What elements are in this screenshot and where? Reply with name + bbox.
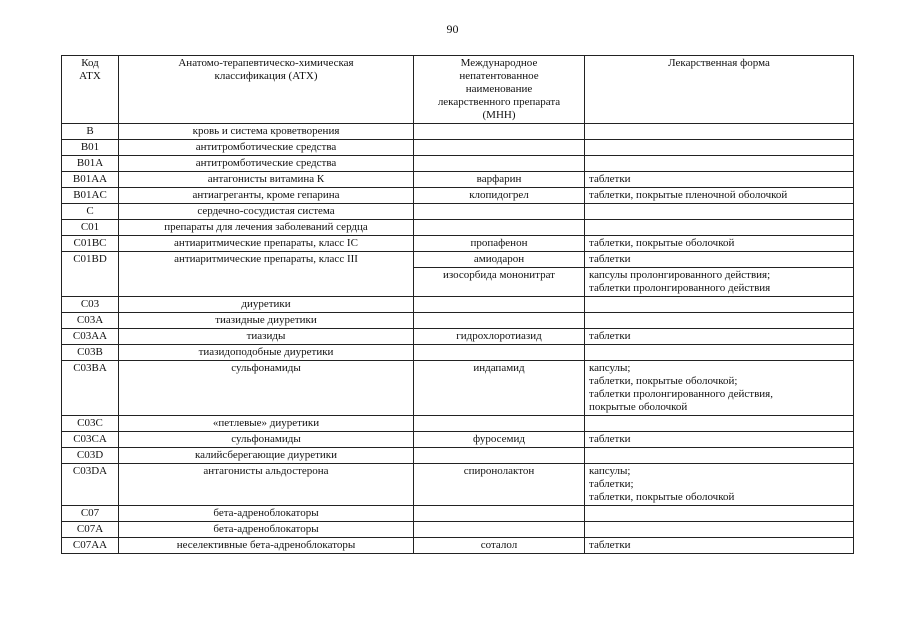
dosage-form-line: капсулы пролонгированного действия; [589,269,771,281]
inn-cell [414,124,585,140]
dosage-form-line: таблетки, покрытые оболочкой; [589,375,738,387]
atx-classification-cell: тиазиды [119,329,414,345]
header-form-line: Лекарственная форма [668,57,770,69]
atx-classification-cell: сульфонамиды [119,432,414,448]
page-number: 90 [446,22,459,36]
atx-code-cell: C03AA [62,329,119,345]
dosage-form-cell [585,236,854,252]
inn-cell [414,220,585,236]
table-row [62,464,854,506]
dosage-form-cell [585,124,854,140]
table-row [62,361,854,416]
inn-cell: клопидогрел [414,188,585,204]
dosage-form-line: таблетки [589,539,631,551]
inn-cell [414,448,585,464]
dosage-form-line: таблетки пролонгированного действия, [589,388,773,400]
atx-code-cell: C01BC [62,236,119,252]
dosage-form-line: таблетки [589,173,631,185]
dosage-form-cell [585,297,854,313]
inn-cell [414,506,585,522]
inn-cell [414,345,585,361]
inn-cell [414,140,585,156]
atx-code-cell: C03A [62,313,119,329]
atx-classification-cell: тиазидные диуретики [119,313,414,329]
table-row [62,252,854,268]
inn-cell: спиронолактон [414,464,585,506]
atx-classification-cell: препараты для лечения заболеваний сердца [119,220,414,236]
dosage-form-cell [585,188,854,204]
header-inn-line: Международное [460,57,538,69]
atx-code-cell: C07 [62,506,119,522]
table-row [62,124,854,140]
table-row [62,156,854,172]
atx-classification-cell: неселективные бета-адреноблокаторы [119,538,414,554]
header-code-line: АТХ [79,70,101,82]
atx-code-cell: B01AA [62,172,119,188]
dosage-form-cell [585,416,854,432]
header-form [585,56,854,124]
table-row [62,172,854,188]
dosage-form-line: таблетки, покрытые оболочкой [589,237,735,249]
atx-classification-cell: антитромботические средства [119,156,414,172]
dosage-form-cell [585,538,854,554]
atx-classification-cell: бета-адреноблокаторы [119,506,414,522]
table-row [62,416,854,432]
inn-cell: индапамид [414,361,585,416]
dosage-form-line: таблетки; [589,478,634,490]
dosage-form-line: капсулы; [589,465,631,477]
atx-code-cell: C03DA [62,464,119,506]
table-header-row [62,56,854,124]
dosage-form-cell [585,220,854,236]
atx-code-cell: C03 [62,297,119,313]
header-inn-line: наименование [465,83,533,95]
dosage-form-cell [585,268,854,297]
dosage-form-cell [585,313,854,329]
dosage-form-cell [585,506,854,522]
atx-code-cell: C07A [62,522,119,538]
atx-classification-cell: антагонисты витамина К [119,172,414,188]
inn-cell [414,416,585,432]
inn-cell [414,522,585,538]
table-row [62,313,854,329]
inn-cell: гидрохлоротиазид [414,329,585,345]
atx-classification-cell: сульфонамиды [119,361,414,416]
atx-classification-cell: кровь и система кроветворения [119,124,414,140]
dosage-form-line: таблетки, покрытые пленочной оболочкой [589,189,788,201]
atx-classification-cell: калийсберегающие диуретики [119,448,414,464]
inn-cell [414,204,585,220]
dosage-form-cell [585,172,854,188]
atx-code-cell: C01BD [62,252,119,297]
inn-cell: варфарин [414,172,585,188]
header-inn-line: (МНН) [482,109,516,121]
atx-code-cell: B [62,124,119,140]
header-code [62,56,119,124]
atx-code-cell: C [62,204,119,220]
header-classification [119,56,414,124]
table-row [62,204,854,220]
inn-cell [414,297,585,313]
dosage-form-cell [585,345,854,361]
atx-classification-cell: антиаритмические препараты, класс III [119,252,414,297]
dosage-form-cell [585,140,854,156]
atx-code-cell: C03C [62,416,119,432]
header-inn-line: лекарственного препарата [437,96,561,108]
dosage-form-cell [585,156,854,172]
table-row [62,329,854,345]
atx-classification-cell: антагонисты альдостерона [119,464,414,506]
dosage-form-cell [585,252,854,268]
header-code-line: Код [81,57,99,69]
inn-cell: пропафенон [414,236,585,252]
atx-table [61,55,854,554]
dosage-form-cell [585,329,854,345]
header-classification-line: классификация (АТХ) [214,70,318,82]
atx-code-cell: C01 [62,220,119,236]
dosage-form-cell [585,522,854,538]
table-row [62,188,854,204]
dosage-form-line: таблетки [589,330,631,342]
dosage-form-cell [585,432,854,448]
table-row [62,522,854,538]
atx-classification-cell: тиазидоподобные диуретики [119,345,414,361]
dosage-form-line: покрытые оболочкой [589,401,688,413]
table-row [62,140,854,156]
inn-cell: амиодарон [414,252,585,268]
inn-cell: изосорбида мононитрат [414,268,585,297]
atx-code-cell: B01 [62,140,119,156]
atx-classification-cell: антиаритмические препараты, класс IC [119,236,414,252]
atx-classification-cell: диуретики [119,297,414,313]
dosage-form-line: таблетки пролонгированного действия [589,282,771,294]
inn-cell: фуросемид [414,432,585,448]
atx-code-cell: C03BA [62,361,119,416]
atx-code-cell: B01A [62,156,119,172]
atx-code-cell: B01AC [62,188,119,204]
table-row [62,236,854,252]
atx-classification-cell: бета-адреноблокаторы [119,522,414,538]
atx-code-cell: C07AA [62,538,119,554]
atx-classification-cell: «петлевые» диуретики [119,416,414,432]
dosage-form-line: таблетки, покрытые оболочкой [589,491,735,503]
table-row [62,345,854,361]
dosage-form-cell [585,464,854,506]
inn-cell [414,313,585,329]
atx-classification-cell: антиагреганты, кроме гепарина [119,188,414,204]
table-row [62,432,854,448]
table-body [62,124,854,554]
table-row [62,448,854,464]
header-inn [414,56,585,124]
header-inn-line: непатентованное [459,70,539,82]
dosage-form-line: капсулы; [589,362,631,374]
atx-code-cell: C03B [62,345,119,361]
table-row [62,220,854,236]
atx-code-cell: C03D [62,448,119,464]
atx-classification-cell: сердечно-сосудистая система [119,204,414,220]
inn-cell: соталол [414,538,585,554]
dosage-form-line: таблетки [589,433,631,445]
dosage-form-cell [585,448,854,464]
dosage-form-line: таблетки [589,253,631,265]
header-classification-line: Анатомо-терапевтическо-химическая [178,57,354,69]
dosage-form-cell [585,361,854,416]
atx-classification-cell: антитромботические средства [119,140,414,156]
dosage-form-cell [585,204,854,220]
table-row [62,506,854,522]
table-row [62,297,854,313]
inn-cell [414,156,585,172]
atx-code-cell: C03CA [62,432,119,448]
table-row [62,538,854,554]
